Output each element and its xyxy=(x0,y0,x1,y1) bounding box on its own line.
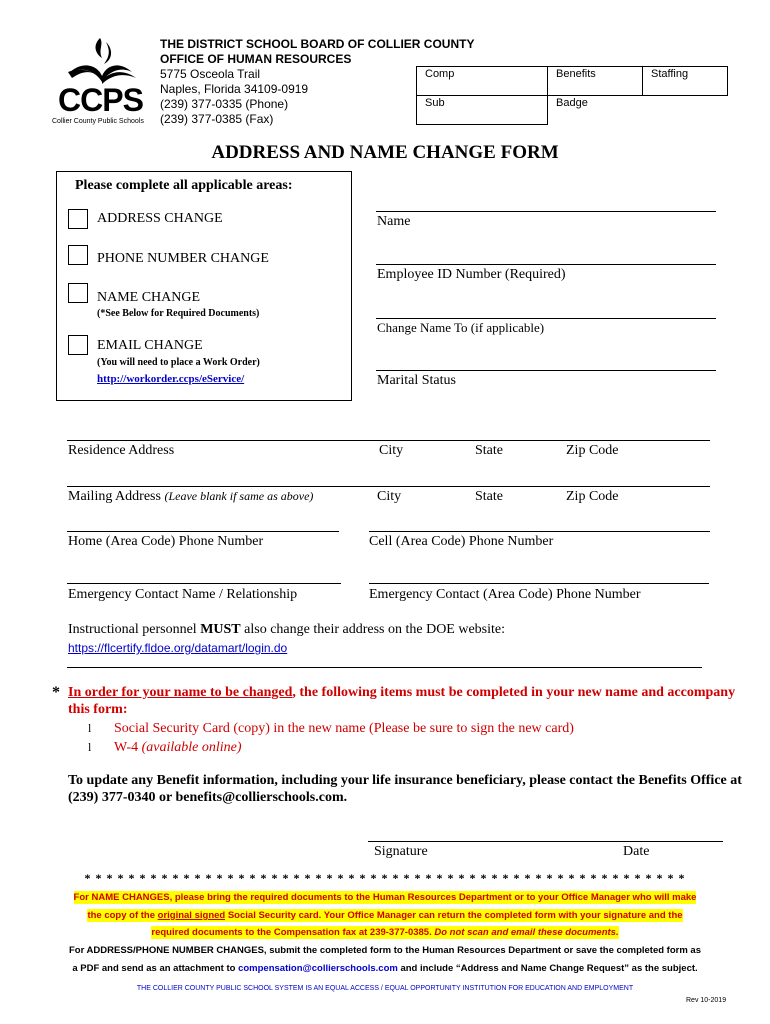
bullet-marker: l xyxy=(88,740,92,754)
name-label: Name xyxy=(377,214,411,229)
mailing-state-label: State xyxy=(475,489,503,504)
mailing-address-note: (Leave blank if same as above) xyxy=(164,489,314,503)
email-change-label: EMAIL CHANGE xyxy=(97,338,203,353)
requirement-item-w4: l W-4 (available online) xyxy=(88,740,242,755)
address-change-footer-line-1: For ADDRESS/PHONE NUMBER CHANGES, submit the completed form to the Human Resources Department or save the completed form as xyxy=(68,945,702,956)
name-change-footer-line-2: the copy of the original signed Social Security card. Your Office Manager can return the completed form with your signature and the xyxy=(87,910,683,921)
address-change-checkbox[interactable] xyxy=(68,209,88,229)
name-change-requirements: In order for your name to be changed, the following items must be completed in your new name and accompany this form: xyxy=(68,685,736,717)
comp-box[interactable]: Comp xyxy=(417,67,548,96)
mailing-address-label xyxy=(68,489,313,505)
name-change-footer-line-1: For NAME CHANGES, please bring the required documents to the Human Resources Department or to your Office Manager who will make xyxy=(73,892,697,903)
doe-notice: Instructional personnel MUST also change their address on the DOE website: xyxy=(68,622,506,637)
cell-phone-line[interactable] xyxy=(369,531,710,532)
logo-subtitle: Collier County Public Schools xyxy=(52,118,144,125)
email-change-note: (You will need to place a Work Order) xyxy=(97,357,260,368)
residence-address-label: Residence Address xyxy=(68,443,175,458)
equal-access-statement: THE COLLIER COUNTY PUBLIC SCHOOL SYSTEM IS AN EQUAL ACCESS / EQUAL OPPORTUNITY INSTITUTION FOR EDUCATION AND EMPLOYMENT xyxy=(136,985,634,992)
home-phone-label: Home (Area Code) Phone Number xyxy=(68,534,264,549)
marital-status-label: Marital Status xyxy=(377,373,456,388)
bullet-marker: l xyxy=(88,721,92,735)
emergency-contact-line[interactable] xyxy=(67,583,341,584)
signature-line[interactable] xyxy=(368,841,723,842)
emergency-phone-line[interactable] xyxy=(369,583,709,584)
city-state-zip: Naples, Florida 34109-0919 xyxy=(160,82,309,96)
change-name-label: Change Name To (if applicable) xyxy=(377,320,545,335)
must-emphasis: MUST xyxy=(200,622,241,637)
revision-label: Rev 10-2019 xyxy=(686,997,727,1004)
name-change-label: NAME CHANGE xyxy=(97,290,201,305)
name-change-checkbox[interactable] xyxy=(68,283,88,303)
emergency-contact-label: Emergency Contact Name / Relationship xyxy=(68,587,298,602)
office-name: OFFICE OF HUMAN RESOURCES xyxy=(160,52,352,66)
phone-number: (239) 377-0335 (Phone) xyxy=(160,97,289,111)
badge-box[interactable]: Badge xyxy=(548,96,643,125)
residence-state-label: State xyxy=(475,443,503,458)
staffing-box[interactable]: Staffing xyxy=(643,67,728,96)
phone-change-checkbox[interactable] xyxy=(68,245,88,265)
requirement-emphasis: In order for your name to be changed xyxy=(68,685,293,700)
requirement-item-ssn: l Social Security Card (copy) in the new name (Please be sure to sign the new card) xyxy=(88,721,574,736)
address-change-footer-line-2: a PDF and send as an attachment to compensation@collierschools.com and include “Address and Name Change Request” as the subject. xyxy=(72,963,698,974)
residence-zip-label: Zip Code xyxy=(566,443,619,458)
phone-change-label: PHONE NUMBER CHANGE xyxy=(97,251,269,266)
email-change-checkbox[interactable] xyxy=(68,335,88,355)
mailing-zip-label: Zip Code xyxy=(566,489,619,504)
residence-address-line[interactable] xyxy=(67,440,710,441)
benefits-notice: To update any Benefit information, including your life insurance beneficiary, please contact the Benefits Office at (239) 377-0340 or benefits@collierschools.com. xyxy=(68,773,742,805)
signature-label: Signature xyxy=(374,844,428,859)
doe-link[interactable]: https://flcertify.fldoe.org/datamart/login.do xyxy=(68,641,288,655)
name-line[interactable] xyxy=(376,211,716,212)
cell-phone-label: Cell (Area Code) Phone Number xyxy=(369,534,554,549)
residence-city-label: City xyxy=(379,443,404,458)
change-name-line[interactable] xyxy=(376,318,716,319)
name-change-note: (*See Below for Required Documents) xyxy=(97,308,260,319)
home-phone-line[interactable] xyxy=(67,531,339,532)
employee-id-label: Employee ID Number (Required) xyxy=(377,267,566,282)
logo-text: CCPS xyxy=(58,82,143,118)
asterisk-marker: * xyxy=(52,684,60,701)
marital-status-line[interactable] xyxy=(376,370,716,371)
form-title: ADDRESS AND NAME CHANGE FORM xyxy=(211,142,559,163)
mailing-city-label: City xyxy=(377,489,402,504)
office-use-boxes xyxy=(416,66,728,125)
emergency-phone-label: Emergency Contact (Area Code) Phone Number xyxy=(369,587,641,602)
employee-id-line[interactable] xyxy=(376,264,716,265)
address-change-label: ADDRESS CHANGE xyxy=(97,211,223,226)
district-name: THE DISTRICT SCHOOL BOARD OF COLLIER COUNTY xyxy=(160,37,475,51)
name-change-footer-line-3: required documents to the Compensation fax at 239-377-0385. Do not scan and email these documents. xyxy=(151,927,619,938)
sub-box[interactable]: Sub xyxy=(417,96,548,125)
street-address: 5775 Osceola Trail xyxy=(160,67,261,81)
date-label: Date xyxy=(623,844,650,859)
benefits-box[interactable]: Benefits xyxy=(548,67,643,96)
mailing-address-text: Mailing Address xyxy=(68,489,161,504)
panel-heading: Please complete all applicable areas: xyxy=(75,178,293,193)
divider-line xyxy=(67,667,702,668)
fax-number: (239) 377-0385 (Fax) xyxy=(160,112,274,126)
compensation-email-link[interactable]: compensation@collierschools.com xyxy=(238,963,398,974)
work-order-link[interactable]: http://workorder.ccps/eService/ xyxy=(97,373,245,385)
mailing-address-line[interactable] xyxy=(67,486,710,487)
asterisk-separator: * * * * * * * * * * * * * * * * * * * * * * * * * * * * * * * * * * * * * * * * * * * * * * * * * * * * * * * xyxy=(84,871,686,885)
